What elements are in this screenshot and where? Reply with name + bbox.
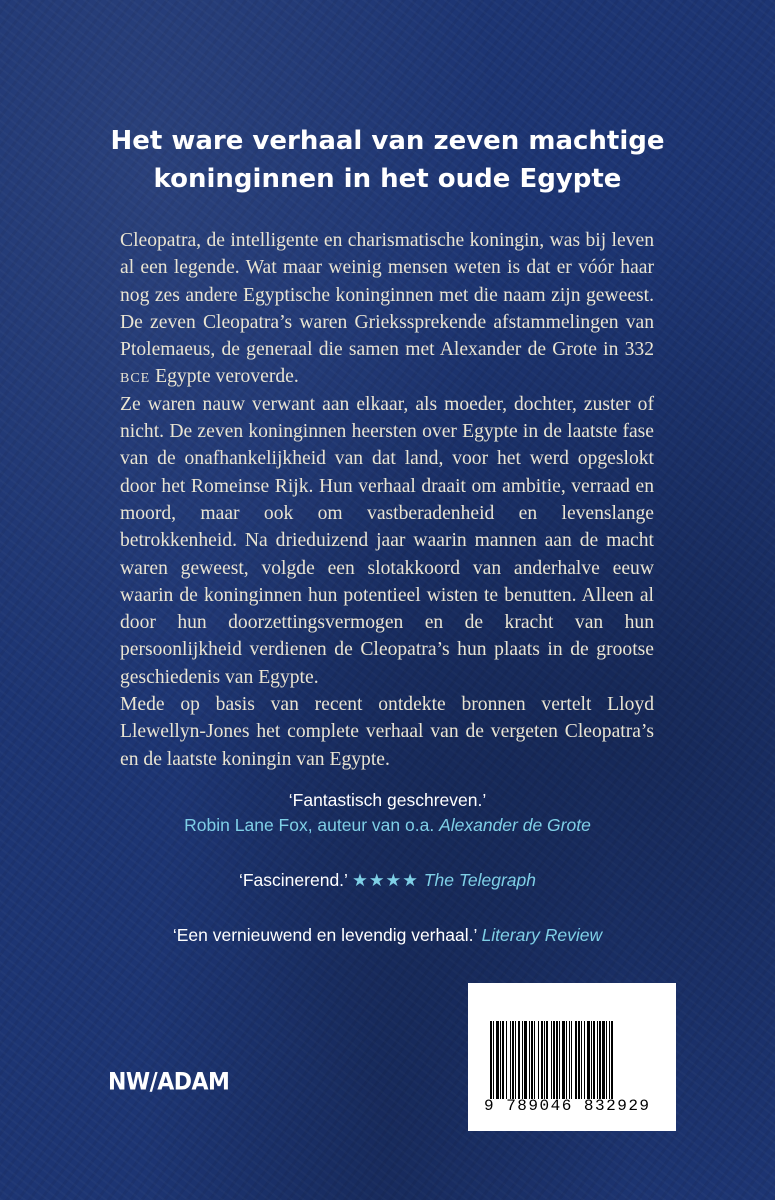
review-quote-2 — [80, 868, 695, 893]
review-quotes — [80, 788, 695, 978]
isbn-number: 9 789046 832929 — [484, 1097, 651, 1115]
review-quote-3-text: ‘Een vernieuwend en levendig verhaal.’ — [172, 925, 477, 945]
headline-line-1: Het ware verhaal van zeven machtige — [110, 126, 665, 156]
blurb-paragraph-1-text: Cleopatra, de intelligente en charismatische koningin, was bij leven al een legende. Wat maar weinig mensen weten is dat er vóór haar nog zes andere Egyptische koninginnen met die naam zijn geweest. De zeven Cleopatra’s waren Griekssprekende afstammelingen van Ptolemaeus, de generaal die samen met Alexander de Grote in 332 — [120, 230, 654, 361]
barcode-panel — [468, 983, 676, 1131]
headline — [80, 122, 695, 198]
review-quote-2-text: ‘Fascinerend.’ — [238, 870, 348, 890]
blurb-paragraph-3: Mede op basis van recent ontdekte bronnen vertelt Lloyd Llewellyn-Jones het complete verhaal van de vergeten Cleopatra’s en de laatste koningin van Egypte. — [120, 694, 654, 770]
review-quote-2-source: The Telegraph — [423, 870, 537, 890]
review-quote-1-text: ‘Fantastisch geschreven.’ — [288, 790, 487, 810]
review-quote-3 — [80, 923, 695, 948]
review-quote-1-source-title: Alexander de Grote — [439, 815, 591, 835]
blurb-paragraph-1-end: Egypte veroverde. — [155, 366, 299, 388]
era-abbreviation: bce — [120, 366, 151, 388]
blurb-paragraph-2: Ze waren nauw verwant aan elkaar, als moeder, dochter, zuster of nicht. De zeven koninginnen heersten over Egypte in de laatste fase van de onafhankelijkheid van dat land, voor het werd opgeslokt door het Romeinse Rijk. Hun verhaal draait om ambitie, verraad en moord, maar ook om vastberadenheid en levenslange betrokkenheid. Na drieduizend jaar waarin mannen aan de macht waren geweest, volgde een slotakkoord van anderhalve eeuw waarin de koninginnen hun potentieel wisten te benutten. Alleen al door hun doorzettingsvermogen en de kracht van hun persoonlijkheid verdienen de Cleopatra’s hun plaats in de grootse geschiedenis van Egypte. — [120, 393, 654, 688]
barcode-icon — [490, 1021, 654, 1099]
blurb-paragraph-1 — [120, 227, 654, 391]
blurb — [120, 227, 654, 773]
publisher-logo: NW/ADAM — [108, 1068, 230, 1097]
review-quote-1 — [80, 788, 695, 838]
review-quote-1-source-prefix: Robin Lane Fox, auteur van o.a. — [184, 815, 435, 835]
review-quote-1-source — [80, 813, 695, 838]
headline-line-2: koninginnen in het oude Egypte — [153, 164, 622, 194]
star-rating: ★★★★ — [352, 870, 419, 890]
review-quote-3-source: Literary Review — [481, 925, 603, 945]
